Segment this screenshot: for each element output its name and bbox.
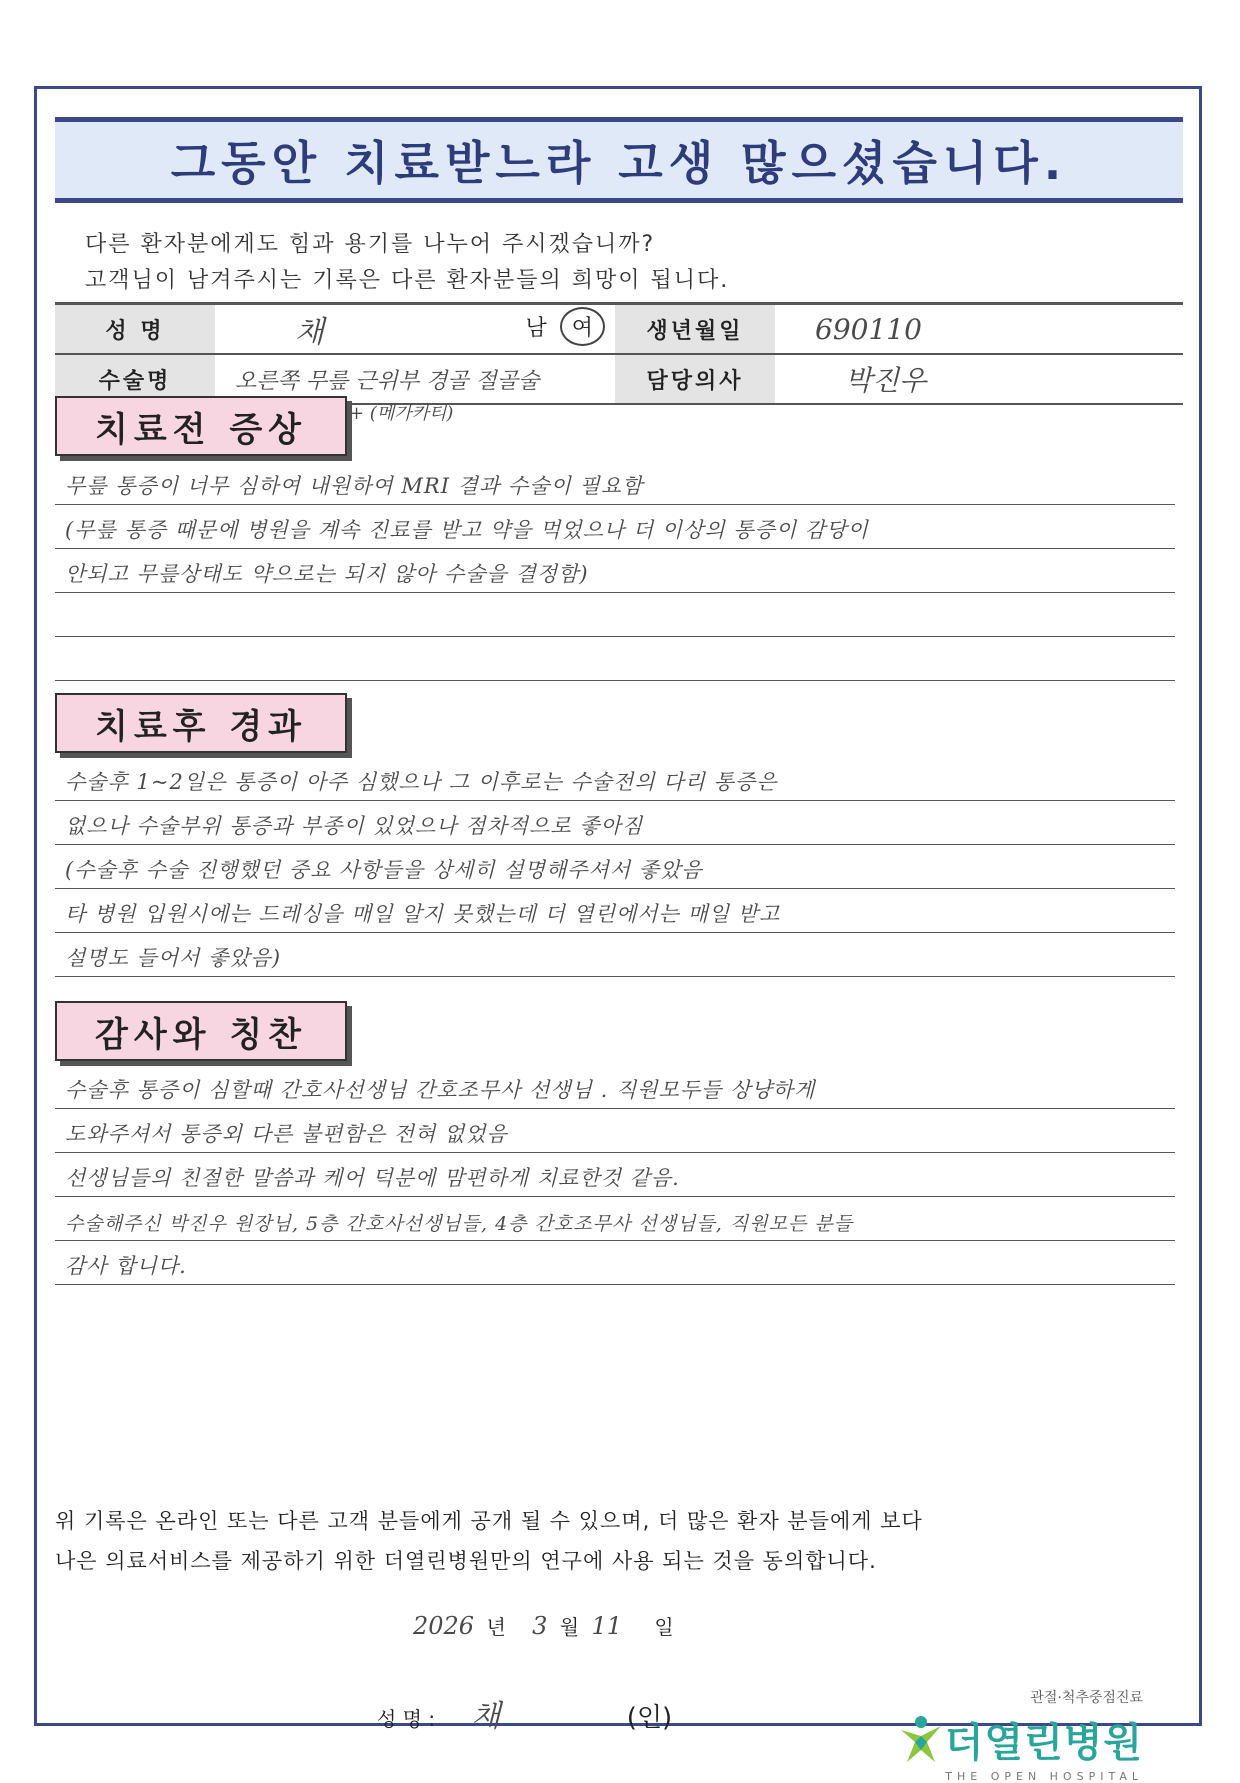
signature-name: 채 <box>471 1699 501 1734</box>
text-line <box>55 505 1175 549</box>
section-after-title: 치료후 경과 <box>55 693 347 753</box>
intro-text <box>85 227 729 299</box>
date-month: 3 <box>532 1612 548 1640</box>
date-field <box>407 1611 674 1640</box>
name-value: 채 <box>295 315 324 350</box>
hospital-logo <box>897 1687 1143 1783</box>
section-before-title: 치료전 증상 <box>55 396 347 456</box>
title-banner <box>55 117 1183 203</box>
section-after-lines <box>55 757 1175 977</box>
text-line <box>55 933 1175 977</box>
line-text: (수술후 수술 진행했던 중요 사항들을 상세히 설명해주셔서 좋았음 <box>65 858 703 882</box>
text-line <box>55 1065 1175 1109</box>
line-text: 무릎 통증이 너무 심하여 내원하여 MRI 결과 수술이 필요함 <box>65 474 644 498</box>
page-title: 그동안 치료받느라 고생 많으셨습니다. <box>170 136 1068 190</box>
logo-tagline: 관절·척추중점진료 <box>1030 1690 1143 1706</box>
form-frame <box>34 86 1202 1783</box>
text-line <box>55 801 1175 845</box>
line-text: 설명도 들어서 좋았음) <box>65 946 282 970</box>
text-line <box>55 1153 1175 1197</box>
signature-mark: (인) <box>626 1703 673 1733</box>
line-text: 감사 합니다. <box>65 1254 187 1278</box>
line-text: 선생님들의 친절한 말씀과 케어 덕분에 맘편하게 치료한것 같음. <box>65 1166 680 1190</box>
line-text: 도와주셔서 통증외 다른 불편함은 전혀 없었음 <box>65 1122 508 1146</box>
patient-info-table <box>55 302 1183 405</box>
date-month-suffix: 월 <box>559 1615 580 1639</box>
text-line <box>55 1109 1175 1153</box>
text-line <box>55 593 1175 637</box>
section-thanks-title: 감사와 칭찬 <box>55 1001 347 1061</box>
signature-field <box>377 1691 672 1735</box>
signature-label: 성 명 : <box>377 1707 436 1731</box>
text-line <box>55 549 1175 593</box>
line-text: 안되고 무릎상태도 약으로는 되지 않아 수술을 결정함) <box>65 562 589 586</box>
line-text: 수술후 통증이 심할때 간호사선생님 간호조무사 선생님 . 직원모두들 상냥하게 <box>65 1078 816 1102</box>
line-text: 수술후 1~2일은 통증이 아주 심했으나 그 이후로는 수술전의 다리 통증은 <box>65 770 778 794</box>
consent-line: 나은 의료서비스를 제공하기 위한 더열린병원만의 연구에 사용 되는 것을 동의합니다. <box>55 1549 877 1573</box>
line-text: (무릎 통증 때문에 병원을 계속 진료를 받고 약을 먹었으나 더 이상의 통증이 감당이 <box>65 518 869 542</box>
surgery-label: 수술명 <box>55 354 215 404</box>
text-line <box>55 757 1175 801</box>
surgery-value: 오른쪽 무릎 근위부 경골 절골술 <box>235 368 540 394</box>
logo-main <box>897 1711 1143 1768</box>
section-thanks-lines <box>55 1065 1175 1285</box>
text-line <box>55 637 1175 681</box>
line-text: 없으나 수술부위 통증과 부종이 있었으나 점차적으로 좋아짐 <box>65 814 644 838</box>
doctor-label: 담당의사 <box>615 354 775 404</box>
section-before-lines <box>55 461 1175 681</box>
text-line <box>55 461 1175 505</box>
text-line <box>55 889 1175 933</box>
gender-female-circled: 여 <box>560 307 605 346</box>
text-line <box>55 845 1175 889</box>
consent-line: 위 기록은 온라인 또는 다른 고객 분들에게 공개 될 수 있으며, 더 많은 환자 분들에게 보다 <box>55 1509 923 1533</box>
birth-cell <box>775 304 1183 355</box>
logo-name: 더열린병원 <box>944 1720 1143 1766</box>
intro-line: 고객님이 남겨주시는 기록은 다른 환자분들의 희망이 됩니다. <box>85 268 730 293</box>
doctor-value: 박진우 <box>845 364 927 397</box>
line-text: 수술해주신 박진우 원장님, 5층 간호사선생님들, 4층 간호조무사 선생님들, 직원모든 분들 <box>65 1213 854 1235</box>
gender-male: 남 <box>525 316 547 341</box>
date-year-suffix: 년 <box>486 1615 506 1639</box>
date-year: 2026 <box>413 1612 475 1640</box>
surgery-extra: + (메가카티) <box>349 403 454 424</box>
birth-label: 생년월일 <box>615 304 775 355</box>
person-star-icon <box>897 1714 945 1766</box>
date-day: 11 <box>591 1612 622 1640</box>
gender-field <box>525 307 605 346</box>
intro-line: 다른 환자분에게도 힘과 용기를 나누어 주시겠습니까? <box>85 232 656 257</box>
text-line <box>55 1197 1175 1241</box>
line-text: 타 병원 입원시에는 드레싱을 매일 알지 못했는데 더 열린에서는 매일 받고 <box>65 902 781 926</box>
logo-english: THE OPEN HOSPITAL <box>945 1770 1143 1783</box>
consent-text <box>55 1501 923 1581</box>
name-cell <box>215 304 615 355</box>
doctor-cell <box>775 354 1183 404</box>
date-day-suffix: 일 <box>654 1615 674 1639</box>
name-label: 성 명 <box>55 304 215 355</box>
text-line <box>55 1241 1175 1285</box>
birth-value: 690110 <box>815 312 922 346</box>
